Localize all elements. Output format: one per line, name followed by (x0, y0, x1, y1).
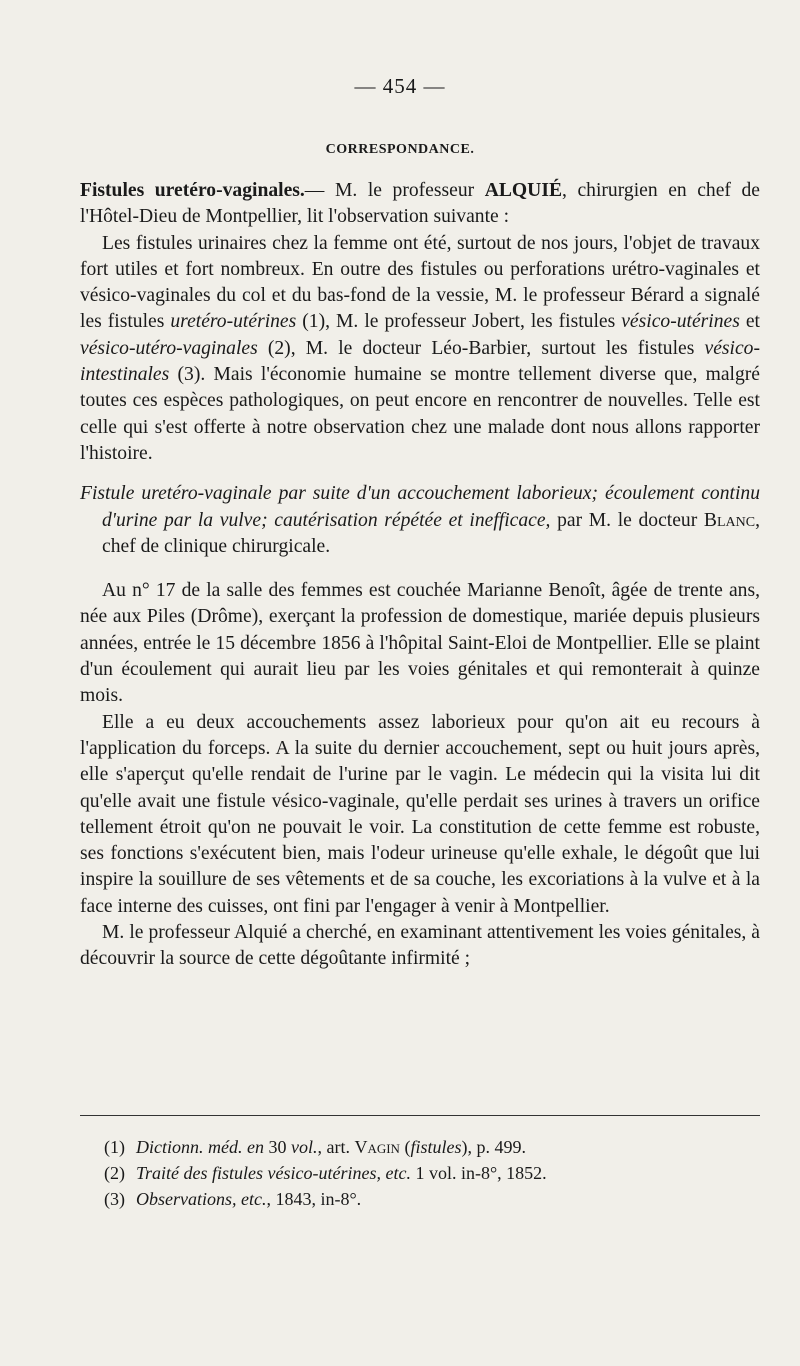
section-title: CORRESPONDANCE. (325, 142, 475, 157)
intro-paragraph: Fistules uretéro-vaginales.— M. le professeur ALQUIÉ, chirurgien en chef de l'Hôtel-Dieu de Montpellier, lit l'observation suivante : (80, 180, 761, 228)
article-body (80, 178, 760, 973)
case-heading: Fistule uretéro-vaginale par suite d'un accouchement laborieux; écoulement continu d'urine par la vulve; cautérisation répétée et inefficace, par M. le docteur Blanc, chef de clinique chirurgicale. (80, 483, 760, 557)
paragraph-1: Les fistules urinaires chez la femme ont été, surtout de nos jours, l'objet de travaux fort utiles et fort nombreux. En outre des fistules ou perforations urétro-vaginales et vésico-vaginales du col et du bas-fond de la vessie, M. le professeur Bérard a signalé les fistules uretéro-utérines (1), M. le professeur Jobert, les fistules vésico-utérines et vésico-utéro-vaginales (2), M. le docteur Léo-Barbier, surtout les fistules vésico-intestinales (3). Mais l'économie humaine se montre tellement diverse que, malgré toutes ces espèces pathologiques, on peut encore en rencontrer de nouvelles. Telle est celle qui s'est offerte à notre observation chez une malade dont nous allons rapporter l'histoire. (80, 232, 760, 464)
paragraph-2: Au n° 17 de la salle des femmes est couchée Marianne Benoît, âgée de trente ans, née aux Piles (Drôme), exerçant la profession de domestique, mariée depuis plusieurs années, entrée le 15 décembre 1856 à l'hôpital Saint-Eloi de Montpellier. Elle se plaint d'un écoulement qui aurait lieu par les voies génitales et qui remonterait à quinze mois. (80, 580, 760, 707)
footnote-3: (3) Observations, etc., 1843, in-8°. (104, 1189, 362, 1209)
article-heading: Fistules uretéro-vaginales. (80, 180, 305, 201)
footnotes (104, 1134, 744, 1212)
page-number: — 454 — (354, 74, 446, 98)
paragraph-3: Elle a eu deux accouchements assez laborieux pour qu'on ait eu recours à l'application du forceps. A la suite du dernier accouchement, sept ou huit jours après, elle s'aperçut qu'elle rendait de l'urine par le vagin. Le médecin qui la visita lui dit qu'elle avait une fistule vésico-vaginale, qu'elle perdait ses urines à travers un orifice tellement étroit qu'on ne pouvait le voir. La constitution de cette femme est robuste, ses fonctions s'exécutent bien, mais l'odeur urineuse qu'elle exhale, le dégoût que lui inspire la souillure de ses vêtements et de sa couche, les excoriations à la vulve et à la face interne des cuisses, ont fini par l'engager à venir à Montpellier. (80, 711, 760, 917)
doctor-name: Blanc (703, 509, 756, 531)
paragraph-4: M. le professeur Alquié a cherché, en examinant attentivement les voies génitales, à découvrir la source de cette dégoûtante infirmité ; (80, 922, 760, 970)
footnote-2: (2) Traité des fistules vésico-utérines, etc. 1 vol. in-8°, 1852. (104, 1163, 547, 1183)
footnote-1: (1) Dictionn. méd. en 30 vol., art. Vagin (fistules), p. 499. (104, 1137, 526, 1157)
footnote-divider (80, 1115, 760, 1116)
author-name: ALQUIÉ (484, 180, 563, 201)
case-title: Fistule uretéro-vaginale par suite d'un accouchement laborieux; écoulement continu d'urine par la vulve; cautérisation répétée et inefficace, (80, 483, 760, 531)
